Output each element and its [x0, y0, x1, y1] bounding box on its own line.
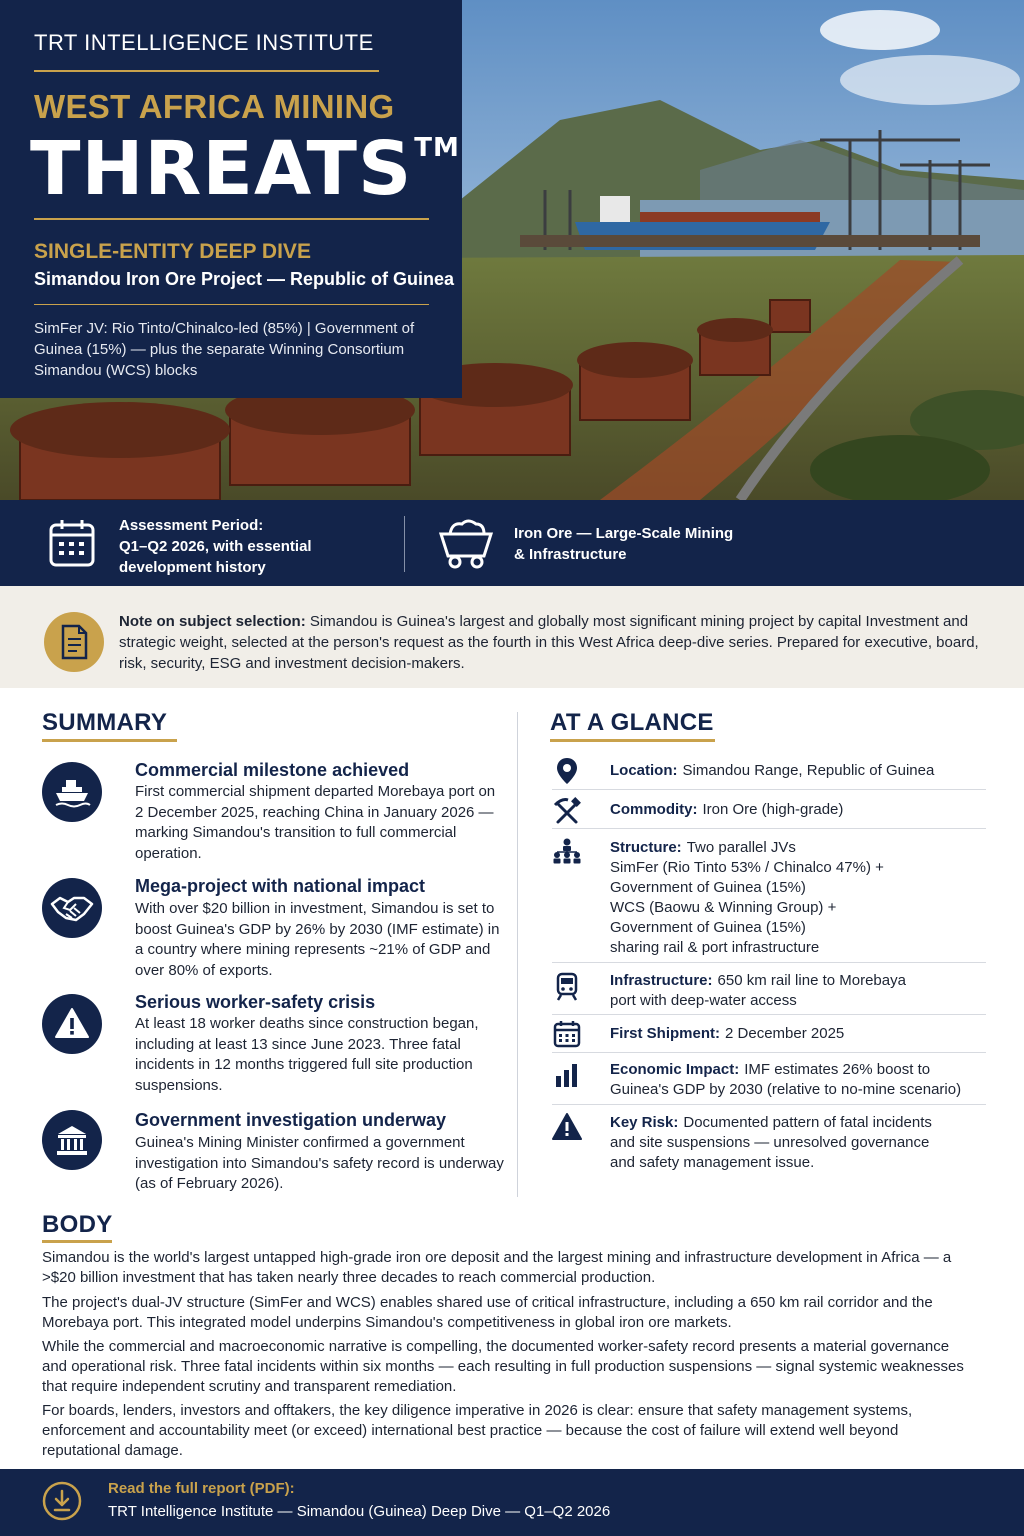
title-divider [34, 70, 379, 72]
main-title-text: THREATS [30, 126, 413, 212]
glance-value-line: port with deep-water access [610, 992, 797, 1009]
project-name: Simandou Iron Ore Project — Republic of Guinea [34, 269, 455, 289]
glance-value-line: Government of Guinea (15%) [610, 919, 806, 936]
glance-key: Location: [610, 762, 678, 779]
summary-item-title: Mega-project with national impact [135, 876, 426, 896]
report-link-title[interactable]: TRT Intelligence Institute — Simandou (Guinea) Deep Dive — Q1–Q2 2026 [108, 1503, 611, 1520]
body-paragraph: Simandou is the world's largest untapped high-grade iron ore deposit and the largest mining and infrastructure development in Africa — a >$20 billion investment that has taken nearly three decades to reach commercial production. [42, 1249, 952, 1286]
summary-item-body: Guinea's Mining Minister confirmed a government investigation into Simandou's safety record is underway (as of February 2026). [135, 1134, 504, 1192]
warning-icon [552, 1112, 582, 1142]
warning-icon [42, 994, 102, 1054]
download-icon[interactable] [42, 1481, 82, 1521]
glance-value-line: Government of Guinea (15%) [610, 879, 806, 896]
series-title: WEST AFRICA MINING [34, 88, 395, 125]
org-structure-icon [552, 837, 582, 867]
info-divider [404, 516, 405, 572]
calendar-icon [552, 1019, 582, 1049]
glance-first-shipment [610, 1024, 990, 1044]
main-title [30, 126, 460, 212]
glance-value-line: SimFer (Rio Tinto 53% / Chinalco 47%) + [610, 859, 884, 876]
ship-icon [42, 762, 102, 822]
body-rule [42, 1240, 112, 1243]
location-pin-icon [552, 756, 582, 786]
glance-separator [552, 1014, 986, 1015]
body-paragraph: The project's dual-JV structure (SimFer and WCS) enables shared use of critical infrastructure, including a 650 km rail corridor and the Morebaya port. This integrated model underpins Simandou's competitiveness in global iron ore markets. [42, 1294, 933, 1331]
summary-item-body: With over $20 billion in investment, Simandou is set to boost Guinea's GDP by 26% by 2030 (IMF estimate) in a country where mining represents ~21% of GDP and over 80% of exports. [135, 900, 500, 979]
summary-heading: SUMMARY [42, 709, 168, 736]
glance-key: Economic Impact: [610, 1061, 740, 1078]
glance-key: First Shipment: [610, 1025, 721, 1042]
jv-note: SimFer JV: Rio Tinto/Chinalco-led (85%) | Government of Guinea (15%) — plus the separate Winning Consortium Simandou (WCS) blocks [34, 320, 415, 379]
assessment-period-label: Assessment Period: [119, 517, 264, 534]
glance-value: Two parallel JVs [686, 839, 796, 856]
train-icon [552, 972, 582, 1002]
glance-location [610, 761, 990, 781]
glance-value-line: sharing rail & port infrastructure [610, 939, 820, 956]
glance-key-risk [610, 1113, 990, 1173]
sector [514, 523, 774, 565]
note-lead: Note on subject selection: [119, 613, 306, 630]
summary-item-title: Commercial milestone achieved [135, 760, 410, 780]
calendar-icon [48, 518, 96, 568]
info-bar [0, 500, 1024, 586]
glance-structure [610, 838, 990, 958]
glance-key: Key Risk: [610, 1114, 679, 1131]
glance-separator [552, 962, 986, 963]
column-divider [517, 712, 518, 1197]
summary-item-title: Serious worker-safety crisis [135, 992, 376, 1012]
glance-value: IMF estimates 26% boost to [744, 1061, 931, 1078]
glance-separator [552, 789, 986, 790]
glance-heading: AT A GLANCE [550, 709, 714, 736]
hero-section [0, 0, 1024, 500]
body-heading: BODY [42, 1211, 113, 1238]
report-link-label[interactable]: Read the full report (PDF): [108, 1480, 295, 1497]
glance-separator [552, 828, 986, 829]
government-building-icon [42, 1110, 102, 1170]
glance-value: Simandou Range, Republic of Guinea [682, 762, 935, 779]
summary-item-body: First commercial shipment departed Morebaya port on 2 December 2025, reaching China in January 2026 — marking Simandou's transition to full commercial operation. [135, 783, 496, 862]
note-text [119, 611, 989, 674]
mine-cart-icon [438, 516, 494, 570]
assessment-period-value: Q1–Q2 2026, with essential development history [119, 538, 312, 576]
glance-economic-impact [610, 1060, 990, 1100]
glance-value-line: WCS (Baowu & Winning Group) + [610, 899, 837, 916]
assessment-period [119, 515, 379, 578]
document-icon [44, 612, 104, 672]
sector-line-1: Iron Ore — Large-Scale Mining [514, 525, 734, 542]
glance-rule [550, 739, 715, 742]
glance-key: Infrastructure: [610, 972, 713, 989]
glance-value: 2 December 2025 [725, 1025, 845, 1042]
glance-value: Iron Ore (high-grade) [702, 801, 844, 818]
note-body: Simandou is Guinea's largest and globally most significant mining project by capital Investment and strategic weight, selected at the person's request as the fourth in this West Africa deep-dive series. Prepared for executive, board, risk, security, ESG and investment decision-makers. [119, 613, 979, 672]
glance-separator [552, 1052, 986, 1053]
bar-chart-icon [552, 1060, 582, 1090]
glance-separator [552, 1104, 986, 1105]
glance-key: Commodity: [610, 801, 698, 818]
body-paragraph: While the commercial and macroeconomic narrative is compelling, the documented worker-safety record presents a material governance and operational risk. Three fatal incidents within six months — each resulting in full production suspensions — signal systemic weaknesses that require independent scrutiny and transparent remediation. [42, 1338, 964, 1395]
body-paragraph: For boards, lenders, investors and offtakers, the key diligence imperative in 2026 is clear: ensure that safety management systems, enforcement and accountability meet (or exceed) international best practice — because the cost of failure will extend well beyond reputational damage. [42, 1402, 913, 1459]
glance-value: 650 km rail line to Morebaya [717, 972, 906, 989]
summary-item-body: At least 18 worker deaths since construction began, including at least 13 since June 2023. Three fatal incidents in 12 months triggered full site production suspensions. [135, 1015, 479, 1094]
pickaxe-hammer-icon [552, 796, 582, 826]
glance-value: Documented pattern of fatal incidents [683, 1114, 932, 1131]
trademark-mark: TM [414, 133, 460, 163]
institute-name: TRT INTELLIGENCE INSTITUTE [34, 30, 374, 55]
glance-value-line: and safety management issue. [610, 1154, 815, 1171]
glance-value-line: Guinea's GDP by 2030 (relative to no-mine scenario) [610, 1081, 962, 1098]
report-subtitle: SINGLE-ENTITY DEEP DIVE [34, 240, 311, 263]
glance-key: Structure: [610, 839, 682, 856]
project-divider [34, 304, 429, 305]
handshake-icon [42, 878, 102, 938]
sector-line-2: & Infrastructure [514, 546, 627, 563]
summary-item-title: Government investigation underway [135, 1110, 447, 1130]
summary-rule [42, 739, 177, 742]
glance-infrastructure [610, 971, 990, 1011]
title-divider-2 [34, 218, 429, 220]
glance-value-line: and site suspensions — unresolved governance [610, 1134, 930, 1151]
glance-commodity [610, 800, 990, 820]
